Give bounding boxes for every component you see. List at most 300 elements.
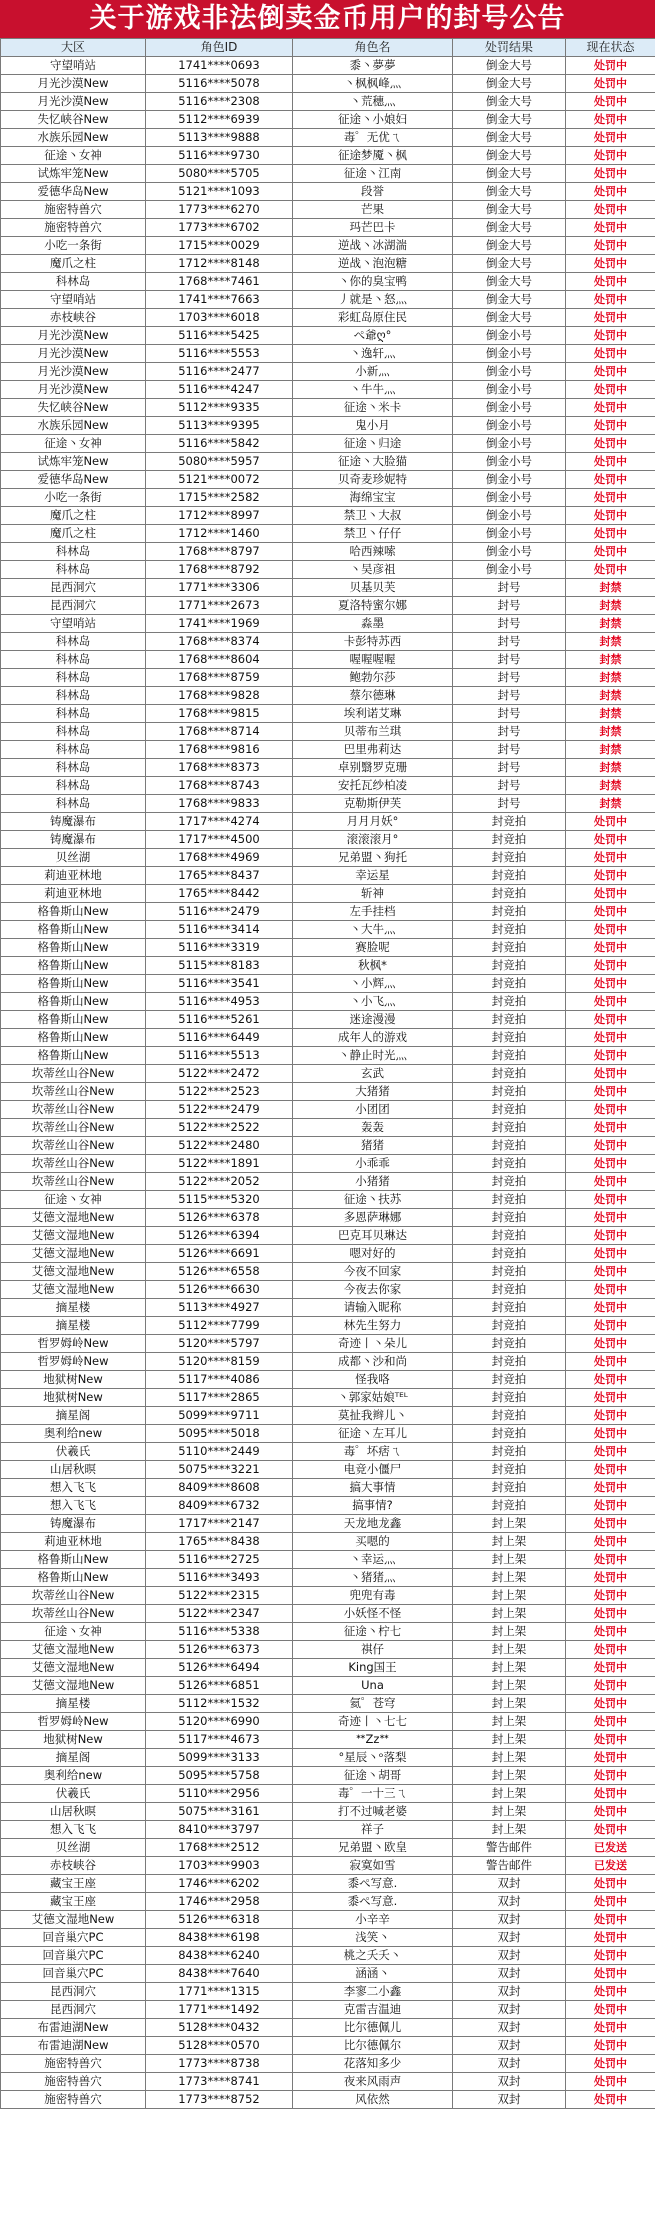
- cell-character-name: 克勒斯伊芙: [293, 795, 453, 813]
- cell-character-id: 1765****8438: [146, 1533, 293, 1551]
- cell-character-name: 奇迹丨丶七七: [293, 1713, 453, 1731]
- cell-penalty: 封上架: [453, 1749, 566, 1767]
- cell-status: 处罚中: [566, 1965, 655, 1983]
- cell-character-name: 天龙地龙鑫: [293, 1515, 453, 1533]
- cell-character-name: 左手挂档: [293, 903, 453, 921]
- cell-server: 伏羲氏: [1, 1443, 146, 1461]
- cell-server: 格鲁斯山New: [1, 975, 146, 993]
- cell-penalty: 封竞拍: [453, 903, 566, 921]
- cell-character-id: 1741****1969: [146, 615, 293, 633]
- cell-status: 处罚中: [566, 1317, 655, 1335]
- table-row: [1, 813, 655, 831]
- cell-character-id: 8438****6240: [146, 1947, 293, 1965]
- cell-character-id: 1768****9816: [146, 741, 293, 759]
- cell-status: 封禁: [566, 579, 655, 597]
- cell-status: 封禁: [566, 795, 655, 813]
- cell-status: 处罚中: [566, 507, 655, 525]
- cell-status: 处罚中: [566, 1515, 655, 1533]
- table-row: [1, 1461, 655, 1479]
- cell-character-id: 5120****6990: [146, 1713, 293, 1731]
- cell-penalty: 封号: [453, 795, 566, 813]
- cell-character-name: 征途丶小娘妇: [293, 111, 453, 129]
- cell-penalty: 双封: [453, 2001, 566, 2019]
- cell-server: 艾德文湿地New: [1, 1245, 146, 1263]
- table-row: [1, 1011, 655, 1029]
- cell-status: 处罚中: [566, 1767, 655, 1785]
- cell-character-name: 小辛辛: [293, 1911, 453, 1929]
- cell-character-name: Una: [293, 1677, 453, 1695]
- cell-status: 处罚中: [566, 957, 655, 975]
- cell-character-name: 海绵宝宝: [293, 489, 453, 507]
- cell-penalty: 封竞拍: [453, 1011, 566, 1029]
- table-row: [1, 2091, 655, 2109]
- cell-server: 格鲁斯山New: [1, 993, 146, 1011]
- cell-penalty: 倒金小号: [453, 345, 566, 363]
- cell-status: 处罚中: [566, 1263, 655, 1281]
- cell-server: 昆西洞穴: [1, 1983, 146, 2001]
- cell-server: 赤枝峡谷: [1, 1857, 146, 1875]
- cell-penalty: 封号: [453, 633, 566, 651]
- table-row: [1, 1857, 655, 1875]
- cell-penalty: 双封: [453, 1965, 566, 1983]
- table-row: [1, 1893, 655, 1911]
- cell-penalty: 封上架: [453, 1821, 566, 1839]
- cell-character-name: 丶你的臭宝鸭: [293, 273, 453, 291]
- cell-character-id: 5112****7799: [146, 1317, 293, 1335]
- cell-penalty: 封竞拍: [453, 831, 566, 849]
- cell-character-name: 鬼小月: [293, 417, 453, 435]
- cell-status: 处罚中: [566, 435, 655, 453]
- cell-character-name: 安托瓦纱柏凌: [293, 777, 453, 795]
- table-row: [1, 1947, 655, 1965]
- cell-penalty: 双封: [453, 1947, 566, 1965]
- cell-character-id: 5126****6558: [146, 1263, 293, 1281]
- cell-character-id: 5116****2479: [146, 903, 293, 921]
- cell-status: 处罚中: [566, 939, 655, 957]
- table-row: [1, 1731, 655, 1749]
- cell-status: 处罚中: [566, 1659, 655, 1677]
- cell-character-name: 莫扯我辫儿丶: [293, 1407, 453, 1425]
- table-row: [1, 1119, 655, 1137]
- cell-character-id: 5120****8159: [146, 1353, 293, 1371]
- cell-character-name: 祺仔: [293, 1641, 453, 1659]
- cell-status: 处罚中: [566, 1497, 655, 1515]
- cell-penalty: 倒金小号: [453, 561, 566, 579]
- cell-status: 封禁: [566, 705, 655, 723]
- table-row: [1, 363, 655, 381]
- cell-character-name: 幸运星: [293, 867, 453, 885]
- cell-penalty: 倒金小号: [453, 471, 566, 489]
- cell-server: 格鲁斯山New: [1, 1011, 146, 1029]
- cell-server: 格鲁斯山New: [1, 1029, 146, 1047]
- cell-server: 莉迪亚林地: [1, 867, 146, 885]
- cell-status: 处罚中: [566, 2055, 655, 2073]
- cell-status: 处罚中: [566, 831, 655, 849]
- table-row: [1, 57, 655, 75]
- cell-penalty: 封竞拍: [453, 1245, 566, 1263]
- cell-status: 处罚中: [566, 2073, 655, 2091]
- table-row: [1, 1929, 655, 1947]
- table-row: [1, 1587, 655, 1605]
- cell-character-id: 8438****6198: [146, 1929, 293, 1947]
- cell-character-id: 5122****2523: [146, 1083, 293, 1101]
- cell-server: 铸魔瀑布: [1, 813, 146, 831]
- cell-status: 处罚中: [566, 165, 655, 183]
- cell-penalty: 双封: [453, 1893, 566, 1911]
- cell-penalty: 封竞拍: [453, 1263, 566, 1281]
- cell-character-id: 5117****4673: [146, 1731, 293, 1749]
- cell-penalty: 封竞拍: [453, 1191, 566, 1209]
- table-row: [1, 759, 655, 777]
- cell-character-id: 1768****8374: [146, 633, 293, 651]
- table-row: [1, 1371, 655, 1389]
- cell-status: 处罚中: [566, 975, 655, 993]
- cell-penalty: 封竞拍: [453, 1101, 566, 1119]
- cell-character-name: 丶大牛灬: [293, 921, 453, 939]
- cell-character-name: 黍丶夢夢: [293, 57, 453, 75]
- cell-status: 处罚中: [566, 1047, 655, 1065]
- cell-penalty: 倒金大号: [453, 93, 566, 111]
- cell-penalty: 倒金小号: [453, 507, 566, 525]
- table-row: [1, 381, 655, 399]
- cell-character-name: 小新灬: [293, 363, 453, 381]
- cell-status: 处罚中: [566, 1479, 655, 1497]
- cell-character-name: °星辰丶ᵒ落梨: [293, 1749, 453, 1767]
- cell-character-name: 兜兜有毒: [293, 1587, 453, 1605]
- cell-status: 处罚中: [566, 1299, 655, 1317]
- header-server: 大区: [1, 39, 146, 57]
- cell-status: 处罚中: [566, 1623, 655, 1641]
- cell-status: 处罚中: [566, 147, 655, 165]
- cell-server: 魔爪之柱: [1, 525, 146, 543]
- cell-character-name: 小团团: [293, 1101, 453, 1119]
- cell-server: 科林岛: [1, 687, 146, 705]
- cell-penalty: 倒金大号: [453, 129, 566, 147]
- table-row: [1, 795, 655, 813]
- cell-character-name: 蔡尔德琳: [293, 687, 453, 705]
- table-row: [1, 1569, 655, 1587]
- cell-status: 处罚中: [566, 2001, 655, 2019]
- cell-server: 魔爪之柱: [1, 255, 146, 273]
- table-row: [1, 75, 655, 93]
- cell-status: 处罚中: [566, 1893, 655, 1911]
- cell-penalty: 封号: [453, 777, 566, 795]
- cell-character-id: 1703****6018: [146, 309, 293, 327]
- cell-penalty: 封上架: [453, 1641, 566, 1659]
- cell-character-id: 5126****6494: [146, 1659, 293, 1677]
- cell-server: 科林岛: [1, 543, 146, 561]
- cell-server: 征途丶女神: [1, 147, 146, 165]
- cell-status: 处罚中: [566, 1533, 655, 1551]
- cell-penalty: 封竞拍: [453, 849, 566, 867]
- cell-penalty: 倒金小号: [453, 489, 566, 507]
- cell-server: 哲罗姆岭New: [1, 1713, 146, 1731]
- cell-server: 格鲁斯山New: [1, 921, 146, 939]
- cell-character-name: 征途梦魇丶枫: [293, 147, 453, 165]
- cell-penalty: 封号: [453, 723, 566, 741]
- cell-character-name: 征途丶胡哥: [293, 1767, 453, 1785]
- cell-status: 处罚中: [566, 1209, 655, 1227]
- cell-penalty: 封竞拍: [453, 1029, 566, 1047]
- cell-character-id: 5116****2308: [146, 93, 293, 111]
- table-row: [1, 1335, 655, 1353]
- table-row: [1, 1803, 655, 1821]
- cell-character-name: 夏洛特蜜尔娜: [293, 597, 453, 615]
- cell-character-name: 夜来风雨声: [293, 2073, 453, 2091]
- cell-server: 科林岛: [1, 705, 146, 723]
- cell-character-name: 巴克耳贝琳达: [293, 1227, 453, 1245]
- cell-penalty: 封竞拍: [453, 1047, 566, 1065]
- table-row: [1, 1749, 655, 1767]
- cell-character-name: 禁卫丶大叔: [293, 507, 453, 525]
- cell-server: 失忆峡谷New: [1, 111, 146, 129]
- cell-server: 征途丶女神: [1, 435, 146, 453]
- cell-character-name: 贝基贝芙: [293, 579, 453, 597]
- cell-character-name: 成都丶沙和尚: [293, 1353, 453, 1371]
- table-row: [1, 1389, 655, 1407]
- cell-status: 处罚中: [566, 57, 655, 75]
- cell-penalty: 封上架: [453, 1515, 566, 1533]
- table-row: [1, 129, 655, 147]
- cell-penalty: 封上架: [453, 1767, 566, 1785]
- cell-character-id: 5110****2956: [146, 1785, 293, 1803]
- cell-character-id: 1717****4274: [146, 813, 293, 831]
- cell-character-name: 嗯对好的: [293, 1245, 453, 1263]
- cell-server: 奥利给new: [1, 1767, 146, 1785]
- table-row: [1, 1983, 655, 2001]
- cell-character-name: 比尔德佩儿: [293, 2019, 453, 2037]
- cell-character-id: 8409****8608: [146, 1479, 293, 1497]
- cell-character-id: 5116****5425: [146, 327, 293, 345]
- cell-status: 处罚中: [566, 1641, 655, 1659]
- table-row: [1, 1479, 655, 1497]
- cell-character-name: 哈西辣嗦: [293, 543, 453, 561]
- cell-character-name: 贝蒂布兰琪: [293, 723, 453, 741]
- cell-penalty: 封号: [453, 669, 566, 687]
- cell-character-id: 1771****3306: [146, 579, 293, 597]
- table-row: [1, 669, 655, 687]
- cell-character-name: 征途丶扶苏: [293, 1191, 453, 1209]
- cell-character-name: 卡彭特苏西: [293, 633, 453, 651]
- cell-penalty: 封竞拍: [453, 921, 566, 939]
- cell-character-id: 5116****9730: [146, 147, 293, 165]
- cell-character-id: 5099****9711: [146, 1407, 293, 1425]
- cell-status: 处罚中: [566, 1713, 655, 1731]
- cell-character-id: 5126****6373: [146, 1641, 293, 1659]
- cell-status: 处罚中: [566, 1443, 655, 1461]
- cell-character-name: 迷途漫漫: [293, 1011, 453, 1029]
- cell-server: 昆西洞穴: [1, 2001, 146, 2019]
- table-row: [1, 1695, 655, 1713]
- cell-penalty: 封竞拍: [453, 867, 566, 885]
- table-row: [1, 957, 655, 975]
- cell-server: 艾德文湿地New: [1, 1659, 146, 1677]
- cell-character-id: 1773****6270: [146, 201, 293, 219]
- cell-server: 科林岛: [1, 795, 146, 813]
- cell-status: 处罚中: [566, 345, 655, 363]
- cell-character-name: 埃利诺艾琳: [293, 705, 453, 723]
- cell-character-name: 丶荒穗灬: [293, 93, 453, 111]
- cell-penalty: 封号: [453, 579, 566, 597]
- cell-penalty: 封上架: [453, 1623, 566, 1641]
- ban-table: [0, 38, 655, 2109]
- table-row: [1, 903, 655, 921]
- cell-penalty: 封竞拍: [453, 1389, 566, 1407]
- cell-character-name: 成年人的游戏: [293, 1029, 453, 1047]
- cell-status: 处罚中: [566, 1389, 655, 1407]
- cell-character-id: 1765****8442: [146, 885, 293, 903]
- table-row: [1, 1767, 655, 1785]
- cell-server: 铸魔瀑布: [1, 831, 146, 849]
- table-row: [1, 1263, 655, 1281]
- cell-character-id: 1768****7461: [146, 273, 293, 291]
- cell-status: 处罚中: [566, 219, 655, 237]
- cell-penalty: 封竞拍: [453, 813, 566, 831]
- table-row: [1, 507, 655, 525]
- table-row: [1, 723, 655, 741]
- cell-character-id: 1768****9815: [146, 705, 293, 723]
- table-row: [1, 147, 655, 165]
- cell-character-name: 花落知多少: [293, 2055, 453, 2073]
- table-row: [1, 1029, 655, 1047]
- cell-character-name: 小妖怪不怪: [293, 1605, 453, 1623]
- table-row: [1, 273, 655, 291]
- cell-status: 处罚中: [566, 75, 655, 93]
- table-row: [1, 615, 655, 633]
- cell-server: 摘星楼: [1, 1299, 146, 1317]
- cell-server: 铸魔瀑布: [1, 1515, 146, 1533]
- cell-server: 想入飞飞: [1, 1821, 146, 1839]
- table-row: [1, 1965, 655, 1983]
- cell-character-id: 1768****4969: [146, 849, 293, 867]
- table-row: [1, 1353, 655, 1371]
- table-row: [1, 741, 655, 759]
- cell-character-name: 氦゜苍穹: [293, 1695, 453, 1713]
- cell-server: 哲罗姆岭New: [1, 1335, 146, 1353]
- cell-penalty: 倒金大号: [453, 57, 566, 75]
- table-row: [1, 1281, 655, 1299]
- cell-character-id: 1773****6702: [146, 219, 293, 237]
- cell-server: 昆西洞穴: [1, 579, 146, 597]
- cell-status: 处罚中: [566, 201, 655, 219]
- cell-server: 莉迪亚林地: [1, 1533, 146, 1551]
- cell-penalty: 倒金小号: [453, 399, 566, 417]
- cell-character-name: 月月月妖°: [293, 813, 453, 831]
- cell-status: 处罚中: [566, 2091, 655, 2109]
- cell-server: 月光沙漠New: [1, 363, 146, 381]
- cell-status: 处罚中: [566, 1875, 655, 1893]
- cell-character-id: 5116****3493: [146, 1569, 293, 1587]
- table-row: [1, 291, 655, 309]
- cell-server: 布雷迪湖New: [1, 2019, 146, 2037]
- cell-character-id: 5075****3161: [146, 1803, 293, 1821]
- table-body: [1, 57, 655, 2109]
- cell-server: 摘星楼: [1, 1317, 146, 1335]
- cell-character-id: 5122****2052: [146, 1173, 293, 1191]
- cell-character-name: 小乖乖: [293, 1155, 453, 1173]
- cell-character-id: 1773****8741: [146, 2073, 293, 2091]
- cell-character-name: 征途丶柠七: [293, 1623, 453, 1641]
- cell-character-id: 5116****5078: [146, 75, 293, 93]
- cell-character-name: 逆战丶泡泡糖: [293, 255, 453, 273]
- cell-character-id: 5116****2725: [146, 1551, 293, 1569]
- cell-penalty: 封上架: [453, 1605, 566, 1623]
- cell-character-id: 5126****6318: [146, 1911, 293, 1929]
- cell-penalty: 警告邮件: [453, 1839, 566, 1857]
- table-row: [1, 1317, 655, 1335]
- cell-penalty: 封竞拍: [453, 1299, 566, 1317]
- cell-status: 处罚中: [566, 1119, 655, 1137]
- cell-server: 艾德文湿地New: [1, 1281, 146, 1299]
- cell-character-name: 丶小辉灬: [293, 975, 453, 993]
- cell-penalty: 封竞拍: [453, 1317, 566, 1335]
- table-row: [1, 1065, 655, 1083]
- cell-character-id: 8410****3797: [146, 1821, 293, 1839]
- cell-character-name: 丶小飞灬: [293, 993, 453, 1011]
- cell-character-id: 5117****2865: [146, 1389, 293, 1407]
- cell-character-name: 滚滚滚月°: [293, 831, 453, 849]
- table-row: [1, 1173, 655, 1191]
- cell-status: 处罚中: [566, 1281, 655, 1299]
- cell-character-id: 5115****8183: [146, 957, 293, 975]
- cell-server: 地狱树New: [1, 1731, 146, 1749]
- cell-character-id: 1741****7663: [146, 291, 293, 309]
- cell-penalty: 封竞拍: [453, 1479, 566, 1497]
- cell-character-id: 5113****4927: [146, 1299, 293, 1317]
- cell-status: 封禁: [566, 723, 655, 741]
- cell-penalty: 封竞拍: [453, 993, 566, 1011]
- table-row: [1, 975, 655, 993]
- cell-penalty: 双封: [453, 1911, 566, 1929]
- cell-character-id: 1741****0693: [146, 57, 293, 75]
- cell-character-id: 8409****6732: [146, 1497, 293, 1515]
- cell-character-id: 1768****9833: [146, 795, 293, 813]
- cell-server: 回音巢穴PC: [1, 1947, 146, 1965]
- cell-server: 坎蒂丝山谷New: [1, 1155, 146, 1173]
- cell-character-id: 5120****5797: [146, 1335, 293, 1353]
- cell-character-id: 5126****6851: [146, 1677, 293, 1695]
- table-row: [1, 525, 655, 543]
- cell-status: 处罚中: [566, 111, 655, 129]
- cell-status: 处罚中: [566, 291, 655, 309]
- cell-character-name: 风依然: [293, 2091, 453, 2109]
- cell-character-name: 浅笑丶: [293, 1929, 453, 1947]
- cell-character-id: 1712****8997: [146, 507, 293, 525]
- cell-server: 科林岛: [1, 633, 146, 651]
- cell-penalty: 封竞拍: [453, 1425, 566, 1443]
- header-character-id: 角色ID: [146, 39, 293, 57]
- table-row: [1, 849, 655, 867]
- table-row: [1, 1623, 655, 1641]
- cell-character-id: 5116****4953: [146, 993, 293, 1011]
- table-row: [1, 255, 655, 273]
- cell-penalty: 倒金小号: [453, 453, 566, 471]
- table-row: [1, 237, 655, 255]
- cell-penalty: 双封: [453, 1929, 566, 1947]
- table-row: [1, 1137, 655, 1155]
- table-row: [1, 165, 655, 183]
- cell-penalty: 封上架: [453, 1587, 566, 1605]
- cell-status: 处罚中: [566, 309, 655, 327]
- cell-character-name: 黍ぺ写意.: [293, 1893, 453, 1911]
- cell-status: 处罚中: [566, 993, 655, 1011]
- cell-penalty: 封竞拍: [453, 957, 566, 975]
- table-row: [1, 219, 655, 237]
- cell-server: 想入飞飞: [1, 1479, 146, 1497]
- cell-character-id: 1768****8792: [146, 561, 293, 579]
- cell-character-id: 1768****8373: [146, 759, 293, 777]
- cell-penalty: 倒金小号: [453, 543, 566, 561]
